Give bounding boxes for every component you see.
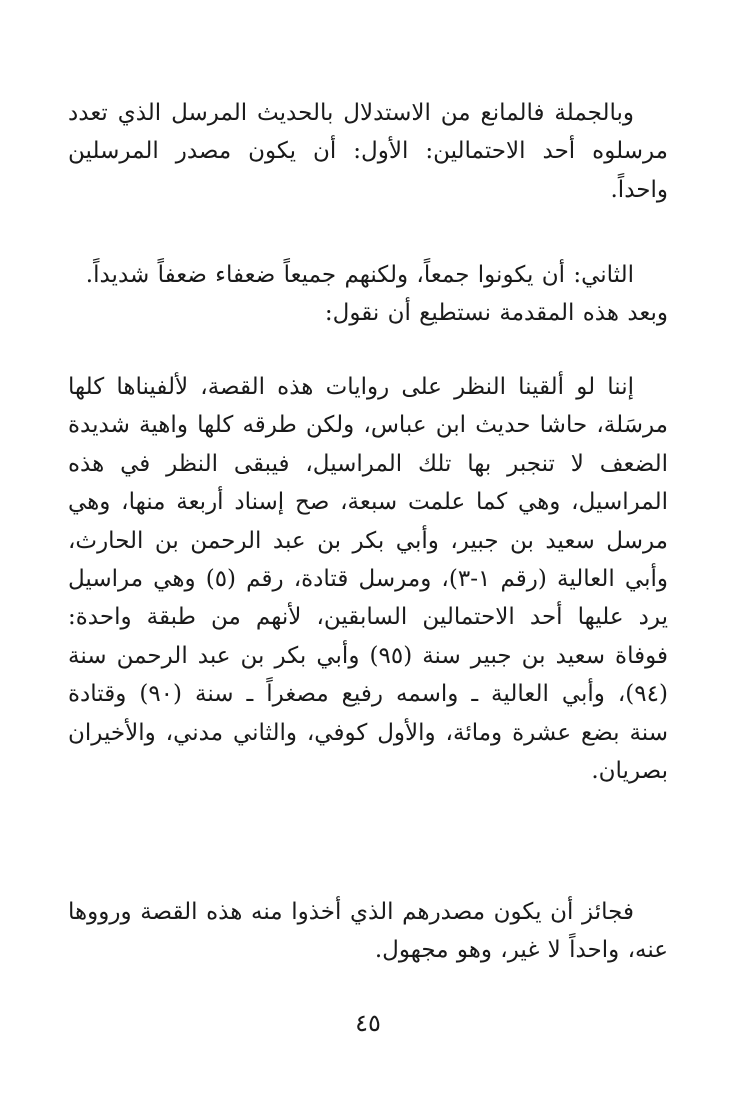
paragraph-4-text: فجائز أن يكون مصدرهم الذي أخذوا منه هذه القصة ورووها عنه، واحداً لا غير، وهو مجهول. <box>68 899 668 964</box>
paragraph-1 <box>68 94 668 209</box>
paragraph-3 <box>68 368 668 790</box>
paragraph-3-text: إننا لو ألقينا النظر على روايات هذه القصة، لألفيناها كلها مرسَلة، حاشا حديث ابن عباس، ولكن طرقه كلها واهية شديدة الضعف لا تنجبر بها تلك المراسيل، فيبقى النظر في هذه المراسيل، وهي كما علمت سبعة، صح إسناد أربعة منها، وهي مرسل سعيد بن جبير، وأبي بكر بن عبد الرحمن بن الحارث، وأبي العالية (رقم ١-٣)، ومرسل قتادة، رقم (٥) وهي مراسيل يرد عليها أحد الاحتمالين السابقين، لأنهم من طبقة واحدة: فوفاة سعيد بن جبير سنة (٩٥) وأبي بكر بن عبد الرحمن سنة (٩٤)، وأبي العالية ـ واسمه رفيع مصغراً ـ سنة (٩٠) وقتادة سنة بضع عشرة ومائة، والأول كوفي، والثاني مدني، والأخيران بصريان. <box>68 374 668 785</box>
paragraph-1-text: وبالجملة فالمانع من الاستدلال بالحديث المرسل الذي تعدد مرسلوه أحد الاحتمالين: الأول: أن يكون مصدر المرسلين واحداً. <box>68 100 668 203</box>
paragraph-2 <box>68 256 668 333</box>
page-number: ٤٥ <box>355 1009 381 1037</box>
paragraph-2-line-1: الثاني: أن يكونوا جمعاً، ولكنهم جميعاً ضعفاء ضعفاً شديداً. <box>85 262 634 288</box>
paragraph-2-line-2: وبعد هذه المقدمة نستطيع أن نقول: <box>324 300 668 327</box>
paragraph-4 <box>68 893 668 970</box>
